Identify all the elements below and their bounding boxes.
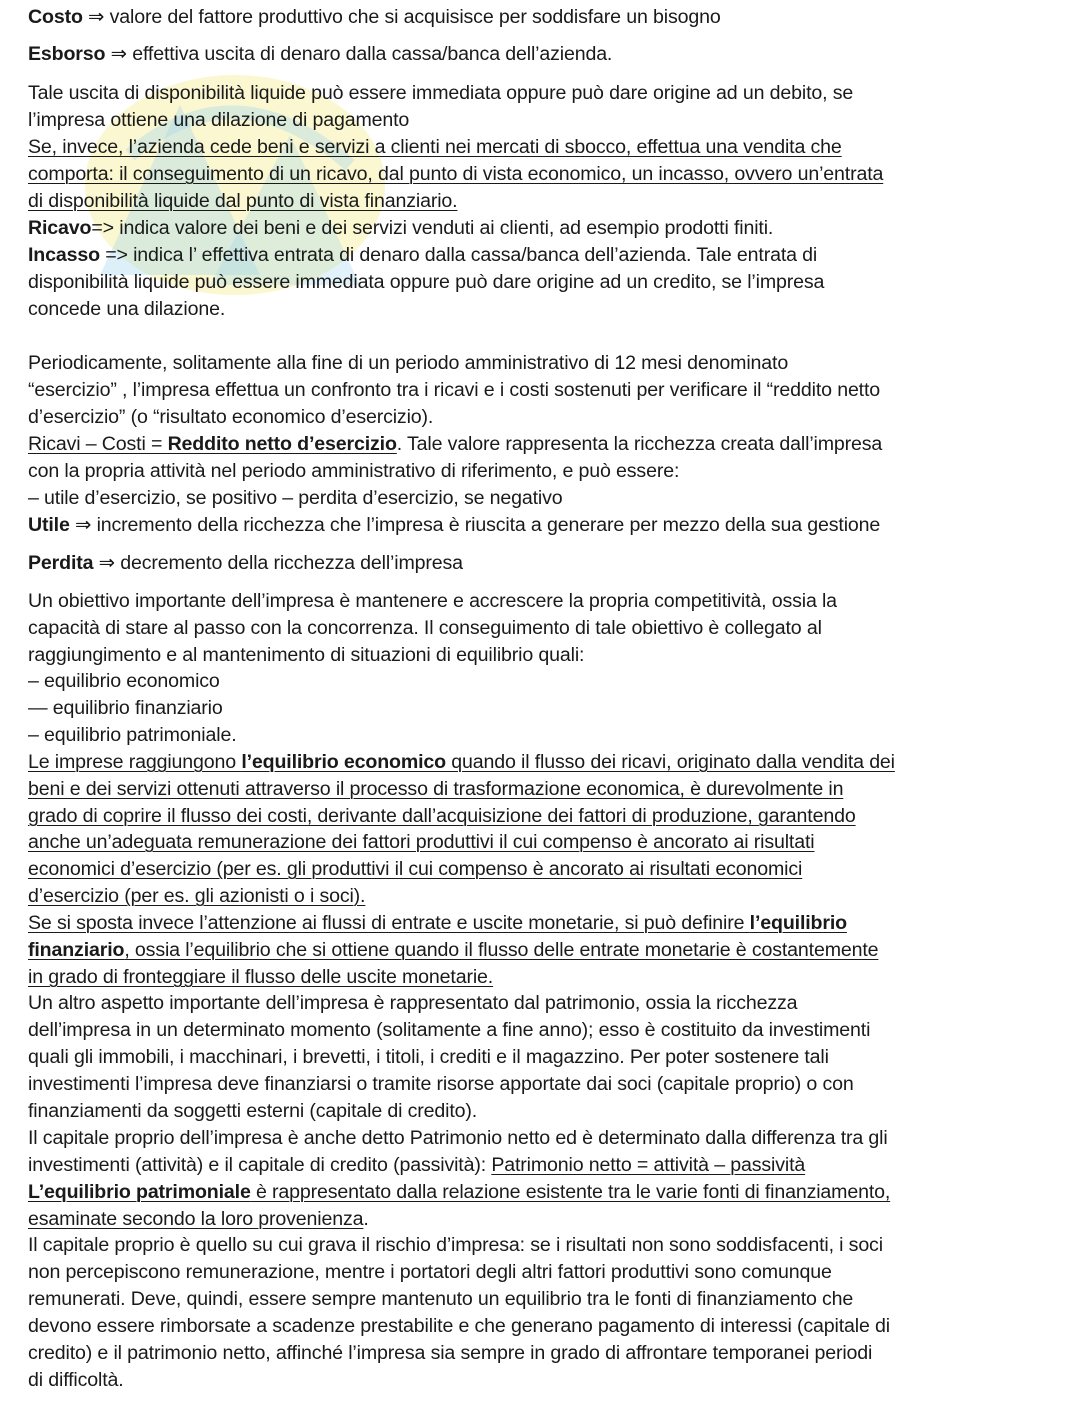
underlined-line: d’esercizio (per es. gli azionisti o i soci). (28, 885, 366, 907)
paragraph-line: concede una dilazione. (28, 298, 226, 320)
eq-rest: è rappresentato dalla relazione esistente tra le varie fonti di finanziamento, (250, 1181, 891, 1203)
paragraph-line: Un obiettivo importante dell’impresa è mantenere e accrescere la propria competitività, ossia la (28, 590, 837, 612)
underlined-line: grado di coprire il flusso dei costi, derivante dall’acquisizione dei fattori di produzione, garantendo (28, 805, 856, 827)
definition-utile (28, 512, 880, 539)
formula-prefix: Ricavi – Costi = (28, 433, 168, 455)
paragraph-line: l’impresa ottiene una dilazione di pagamento (28, 109, 410, 131)
paragraph-line: Tale uscita di disponibilità liquide può essere immediata oppure può dare origine ad un debito, se (28, 82, 854, 104)
paragraph-line: investimenti l’impresa deve finanziarsi o tramite risorse apportate dai soci (capitale proprio) o con (28, 1073, 854, 1095)
eco-prefix: Le imprese raggiungono (28, 751, 242, 773)
list-item: — equilibrio finanziario (28, 697, 223, 719)
term-costo: Costo (28, 6, 83, 28)
paragraph-line: Un altro aspetto importante dell’impresa è rappresentato dal patrimonio, ossia la ricchezza (28, 992, 798, 1014)
paragraph-line: con la propria attività nel periodo amministrativo di riferimento, e può essere: (28, 460, 680, 482)
underlined-line: di disponibilità liquide dal punto di vista finanziario. (28, 190, 458, 212)
reddito-formula (28, 431, 882, 458)
definition-ricavo (28, 215, 773, 242)
formula-rest: . Tale valore rappresenta la ricchezza creata dall’impresa (396, 433, 883, 455)
paragraph-line: finanziamenti da soggetti esterni (capitale di credito). (28, 1100, 478, 1122)
patrimonio-formula-line (28, 1152, 805, 1179)
definition-costo (28, 4, 721, 31)
equilibrio-finanziario-line (28, 910, 847, 937)
paragraph-line: d’esercizio” (o “risultato economico d’esercizio). (28, 406, 434, 428)
eco-bold: l’equilibrio economico (241, 751, 446, 773)
paragraph-line: credito) e il patrimonio netto, affinché l’impresa sia sempre in grado di affrontare temporanei periodi (28, 1342, 873, 1364)
term-esborso: Esborso (28, 43, 106, 65)
patrimonio-formula: Patrimonio netto = attività – passività (491, 1154, 806, 1176)
text-ricavo: => indica valore dei beni e dei servizi venduti ai clienti, ad esempio prodotti finiti. (91, 217, 774, 239)
fin-rest: , ossia l’equilibrio che si ottiene quando il flusso delle entrate monetarie è costantemente (124, 939, 879, 961)
list-item: – equilibrio patrimoniale. (28, 724, 237, 746)
paragraph-line: Il capitale proprio è quello su cui grava il rischio d’impresa: se i risultati non sono soddisfacenti, i soci (28, 1234, 883, 1256)
formula-bold: Reddito netto d’esercizio (167, 433, 397, 455)
term-utile: Utile (28, 514, 70, 536)
paragraph-line: capacità di stare al passo con la concorrenza. Il conseguimento di tale obiettivo è collegato al (28, 617, 822, 639)
eq-2: esaminate secondo la loro provenienza (28, 1208, 364, 1230)
underlined-line: Se, invece, l’azienda cede beni e servizi a clienti nei mercati di sbocco, effettua una vendita che (28, 136, 842, 158)
underlined-line: beni e dei servizi ottenuti attraverso il processo di trasformazione economica, è durevolmente in (28, 778, 844, 800)
text-costo: ⇒ valore del fattore produttivo che si acquisisce per soddisfare un bisogno (82, 6, 721, 28)
term-perdita: Perdita (28, 552, 94, 574)
eq-2-end: . (363, 1208, 369, 1230)
definition-esborso (28, 41, 612, 68)
definition-perdita (28, 550, 463, 577)
paragraph-line: “esercizio” , l’impresa effettua un confronto tra i ricavi e i costi sostenuti per verificare il “reddito netto (28, 379, 881, 401)
paragraph-line: Il capitale proprio dell’impresa è anche detto Patrimonio netto ed è determinato dalla differenza tra gli (28, 1127, 888, 1149)
equilibrio-economico-line (28, 749, 895, 776)
equilibrio-finanziario-line-2 (28, 937, 878, 964)
definition-incasso (28, 242, 817, 269)
text-incasso: => indica l’ effettiva entrata di denaro dalla cassa/banca dell’azienda. Tale entrata di (99, 244, 818, 266)
paragraph-line: quali gli immobili, i macchinari, i brevetti, i titoli, i crediti e il magazzino. Per poter sostenere tali (28, 1046, 829, 1068)
term-incasso: Incasso (28, 244, 100, 266)
text-perdita: ⇒ decremento della ricchezza dell’impresa (93, 552, 463, 574)
fin-prefix: Se si sposta invece l’attenzione ai flussi di entrate e uscite monetarie, si può definire (28, 912, 750, 934)
paragraph-line: – utile d’esercizio, se positivo – perdita d’esercizio, se negativo (28, 487, 563, 509)
patrimonio-prefix: investimenti (attività) e il capitale di credito (passività): (28, 1154, 492, 1176)
fin-bold-2: finanziario (28, 939, 125, 961)
eq-bold: L’equilibrio patrimoniale (28, 1181, 251, 1203)
paragraph-line: non percepiscono remunerazione, mentre i portatori degli altri fattori produttivi sono comunque (28, 1261, 832, 1283)
text-utile: ⇒ incremento della ricchezza che l’impresa è riuscita a generare per mezzo della sua gestione (69, 514, 881, 536)
fin-bold-1: l’equilibrio (749, 912, 847, 934)
eco-rest: quando il flusso dei ricavi, originato dalla vendita dei (445, 751, 895, 773)
paragraph-line: di difficoltà. (28, 1369, 124, 1391)
paragraph-line: raggiungimento e al mantenimento di situazioni di equilibrio quali: (28, 644, 585, 666)
equilibrio-patrimoniale-line-2 (28, 1206, 369, 1233)
paragraph-line: devono essere rimborsate a scadenze prestabilite e che generano pagamento di interessi (capitale di (28, 1315, 890, 1337)
paragraph-line: disponibilità liquide può essere immediata oppure può dare origine ad un credito, se l’impresa (28, 271, 825, 293)
list-item: – equilibrio economico (28, 670, 220, 692)
equilibrio-patrimoniale-line (28, 1179, 890, 1206)
paragraph-line: Periodicamente, solitamente alla fine di un periodo amministrativo di 12 mesi denominato (28, 352, 789, 374)
paragraph-line: remunerati. Deve, quindi, essere sempre mantenuto un equilibrio tra le fonti di finanziamento che (28, 1288, 854, 1310)
underlined-line: anche un’adeguata remunerazione dei fattori produttivi il cui compenso è ancorato ai risultati (28, 831, 815, 853)
underlined-line: in grado di fronteggiare il flusso delle uscite monetarie. (28, 966, 494, 988)
text-esborso: ⇒ effettiva uscita di denaro dalla cassa/banca dell’azienda. (105, 43, 613, 65)
underlined-line: economici d’esercizio (per es. gli produttivi il cui compenso è ancorato ai risultati economici (28, 858, 803, 880)
term-ricavo: Ricavo (28, 217, 92, 239)
underlined-line: comporta: il conseguimento di un ricavo, dal punto di vista economico, un incasso, ovvero un’entrata (28, 163, 884, 185)
paragraph-line: dell’impresa in un determinato momento (solitamente a fine anno); esso è costituito da investimenti (28, 1019, 871, 1041)
